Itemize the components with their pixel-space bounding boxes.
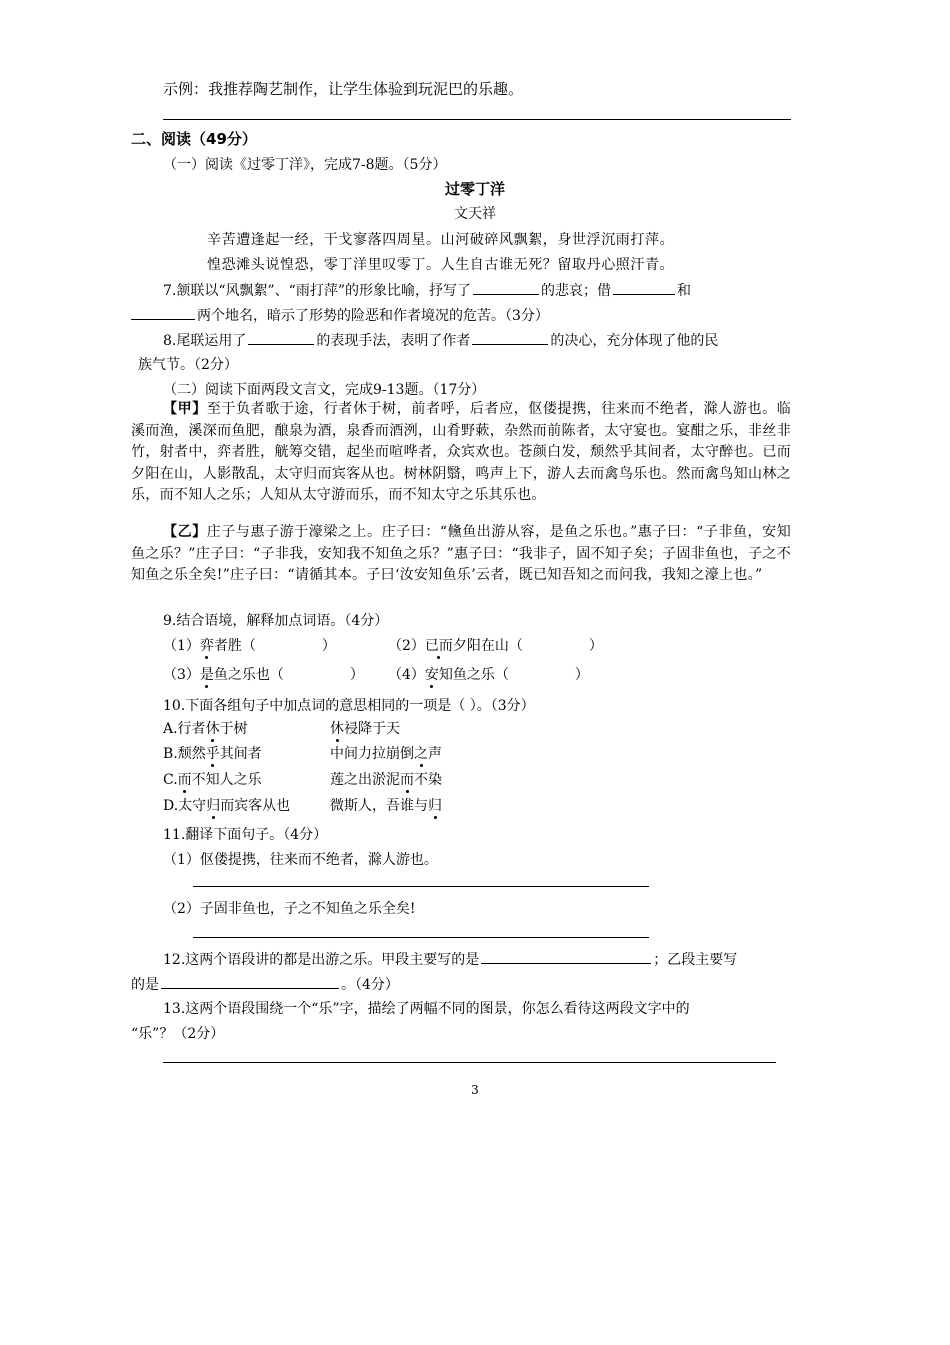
- q9-item-2-text: 夕阳在山（: [452, 638, 523, 654]
- q10-option-b[interactable]: [163, 743, 262, 763]
- q10-a2-dotted: 休: [330, 721, 344, 737]
- q10-option-c[interactable]: [163, 769, 262, 789]
- poem-author: 文天祥: [454, 206, 496, 222]
- q11-sentence-1: （1）伛偻提携，往来而不绝者，滁人游也。: [163, 852, 438, 868]
- q9-item-4: [388, 664, 589, 684]
- question-9: 9.结合语境，解释加点词语。（4分）: [163, 613, 389, 629]
- question-7-cont: [131, 304, 549, 325]
- q9-item-2: [388, 635, 603, 655]
- q7-text-a: 7.颔联以“风飘絮”、“雨打萍”的形象比喻，抒写了: [163, 283, 471, 299]
- q10-d2-dotted: 归: [428, 798, 442, 814]
- q9-item-1-num: （1）: [163, 638, 200, 654]
- q7-text-c: 和: [677, 283, 691, 299]
- q9-item-2-close: ）: [588, 638, 603, 654]
- q7-text-d: 两个地名，暗示了形势的险恶和作者境况的危苦。（3分）: [197, 308, 549, 324]
- question-12-cont: [131, 973, 399, 994]
- q8-text-a: 8.尾联运用了: [163, 333, 247, 349]
- part1-intro: （一）阅读《过零丁洋》，完成7-8题。（5分）: [163, 157, 447, 173]
- passage-yi-text: 庄子与惠子游于濠梁之上。庄子曰：“儵鱼出游从容，是鱼之乐也。”惠子曰：“子非鱼，安知鱼之乐？”庄子曰：“子非我，安知我不知鱼之乐？”惠子曰：“我非子，固不知子矣；子固非鱼也，子之不知鱼之乐全矣!”庄子曰：“请循其本。子曰‘汝安知鱼乐’云者，既已知吾知之而问我，我知之濠上也。”: [131, 524, 791, 583]
- q9-item-3-close: ）: [349, 667, 364, 683]
- q9-item-3-dotted: 是: [199, 667, 214, 683]
- q10-c2-dotted: 而: [400, 772, 414, 788]
- q12-text-c: 的是: [131, 977, 159, 993]
- q9-item-4-num: （4）: [388, 667, 425, 683]
- question-8-cont: 族气节。（2分）: [138, 357, 238, 373]
- q7-blank-1[interactable]: [473, 279, 539, 295]
- q9-item-2-num: （2）: [388, 638, 425, 654]
- q10-c-text-pre: C.: [163, 772, 178, 788]
- q12-text-a: 12.这两个语段讲的都是出游之乐。甲段主要写的是: [163, 952, 480, 968]
- q9-item-1: [163, 635, 336, 655]
- q11-sentence-2: （2）子固非鱼也，子之不知鱼之乐全矣!: [163, 901, 416, 917]
- q10-option-b-pair: 中间力拉崩倒之声: [330, 746, 442, 762]
- q10-option-d[interactable]: [163, 795, 290, 815]
- q12-text-b: ；乙段主要写: [653, 952, 738, 968]
- q9-item-4-text: 知鱼之乐（: [438, 667, 509, 683]
- q10-option-d-pair: [330, 795, 442, 815]
- passage-yi-label: 【乙】: [163, 524, 207, 540]
- part2-intro: （二）阅读下面两段文言文，完成9-13题。（17分）: [163, 382, 486, 398]
- example-text: 示例：我推荐陶艺制作，让学生体验到玩泥巴的乐趣。: [163, 80, 524, 98]
- q9-item-1-close: ）: [321, 638, 336, 654]
- q12-blank-2[interactable]: [161, 973, 339, 989]
- question-11: 11.翻译下面句子。（4分）: [163, 827, 328, 843]
- q10-a-text-pre: A.行者: [163, 721, 206, 737]
- question-8: [163, 329, 718, 350]
- question-10: 10.下面各组句子中加点词的意思相同的一项是（ ）。（3分）: [163, 698, 535, 714]
- q7-text-b: 的悲哀；借: [541, 283, 611, 299]
- passage-yi: [131, 522, 791, 610]
- q9-item-1-dotted: 弈: [199, 638, 214, 654]
- poem-line-2: 惶恐滩头说惶恐，零丁洋里叹零丁。人生自古谁无死？留取丹心照汗青。: [207, 257, 675, 273]
- question-13: 13.这两个语段围绕一个“乐”字，描绘了两幅不同的图景，你怎么看待这两段文字中的: [163, 1001, 690, 1017]
- q10-c-text-post: 不知人之乐: [191, 772, 262, 788]
- passage-jia-text: 至于负者歌于途，行者休于树，前者呼，后者应，伛偻提携，往来而不绝者，滁人游也。临溪而渔，溪深而鱼肥，酿泉为酒，泉香而酒洌，山肴野蔌，杂然而前陈者，太守宴也。宴酣之乐，非丝非竹，射者中，弈者胜，觥筹交错，起坐而喧哗者，众宾欢也。苍颜白发，颓然乎其间者，太守醉也。已而夕阳在山，人影散乱，太守归而宾客从也。树林阴翳，鸣声上下，游人去而禽鸟乐也。然而禽鸟知山林之乐，而不知人之乐；人知从太守游而乐，而不知太守之乐其乐也。: [131, 401, 791, 503]
- q8-text-b: 的表现手法，表明了作者: [316, 333, 471, 349]
- question-13-cont: “乐”？（2分）: [131, 1026, 225, 1042]
- answer-line: [163, 119, 791, 120]
- q9-item-4-dotted: 安: [424, 667, 439, 683]
- q10-d2-text-pre: 微斯人，吾谁与: [330, 798, 428, 814]
- q10-c2-text-pre: 莲之出淤泥: [330, 772, 400, 788]
- q9-item-2-dotted: 已而: [424, 638, 453, 654]
- q10-a-text-post: 于树: [219, 721, 248, 737]
- poem-line-1: 辛苦遭逢起一经，干戈寥落四周星。山河破碎风飘絮，身世浮沉雨打萍。: [207, 232, 675, 248]
- q9-item-4-close: ）: [574, 667, 589, 683]
- q10-d-text-pre: D.太守: [163, 798, 207, 814]
- q10-d-dotted: 归: [206, 798, 221, 814]
- q12-text-d: 。（4分）: [341, 977, 399, 993]
- q10-a2-text: 祲降于天: [344, 721, 400, 737]
- q8-blank-1[interactable]: [248, 329, 314, 345]
- q13-answer-line[interactable]: [163, 1062, 776, 1063]
- q7-blank-3[interactable]: [131, 304, 195, 320]
- q10-option-c-pair: [330, 769, 442, 789]
- q10-b-text-post: 其间者: [219, 746, 262, 762]
- q10-c2-text-post: 不染: [414, 772, 442, 788]
- q12-blank-1[interactable]: [481, 948, 651, 964]
- passage-jia: [131, 399, 791, 529]
- q7-blank-2[interactable]: [613, 279, 675, 295]
- q9-item-3: [163, 664, 364, 684]
- q10-option-a-pair: [330, 718, 400, 738]
- q10-c-dotted: 而: [177, 772, 192, 788]
- q10-a-dotted: 休: [205, 721, 220, 737]
- question-12: [163, 948, 737, 969]
- question-7: [163, 279, 691, 300]
- page-number: 3: [471, 1083, 479, 1097]
- q10-b-dotted: 乎: [205, 746, 220, 762]
- q10-option-a[interactable]: [163, 718, 248, 738]
- q8-text-c: 的决心，充分体现了他的民: [550, 333, 719, 349]
- q11-answer-line-1[interactable]: [193, 886, 649, 887]
- q10-b-text-pre: B.颓然: [163, 746, 206, 762]
- q11-answer-line-2[interactable]: [193, 937, 649, 938]
- q9-item-3-text: 鱼之乐也（: [213, 667, 284, 683]
- q9-item-1-text: 者胜（: [213, 638, 256, 654]
- section-title: 二、阅读（49分）: [131, 130, 257, 148]
- passage-jia-label: 【甲】: [163, 401, 207, 417]
- q8-blank-2[interactable]: [472, 329, 548, 345]
- q10-d-text-post: 而宾客从也: [220, 798, 291, 814]
- poem-title: 过零丁洋: [444, 180, 505, 198]
- q9-item-3-num: （3）: [163, 667, 200, 683]
